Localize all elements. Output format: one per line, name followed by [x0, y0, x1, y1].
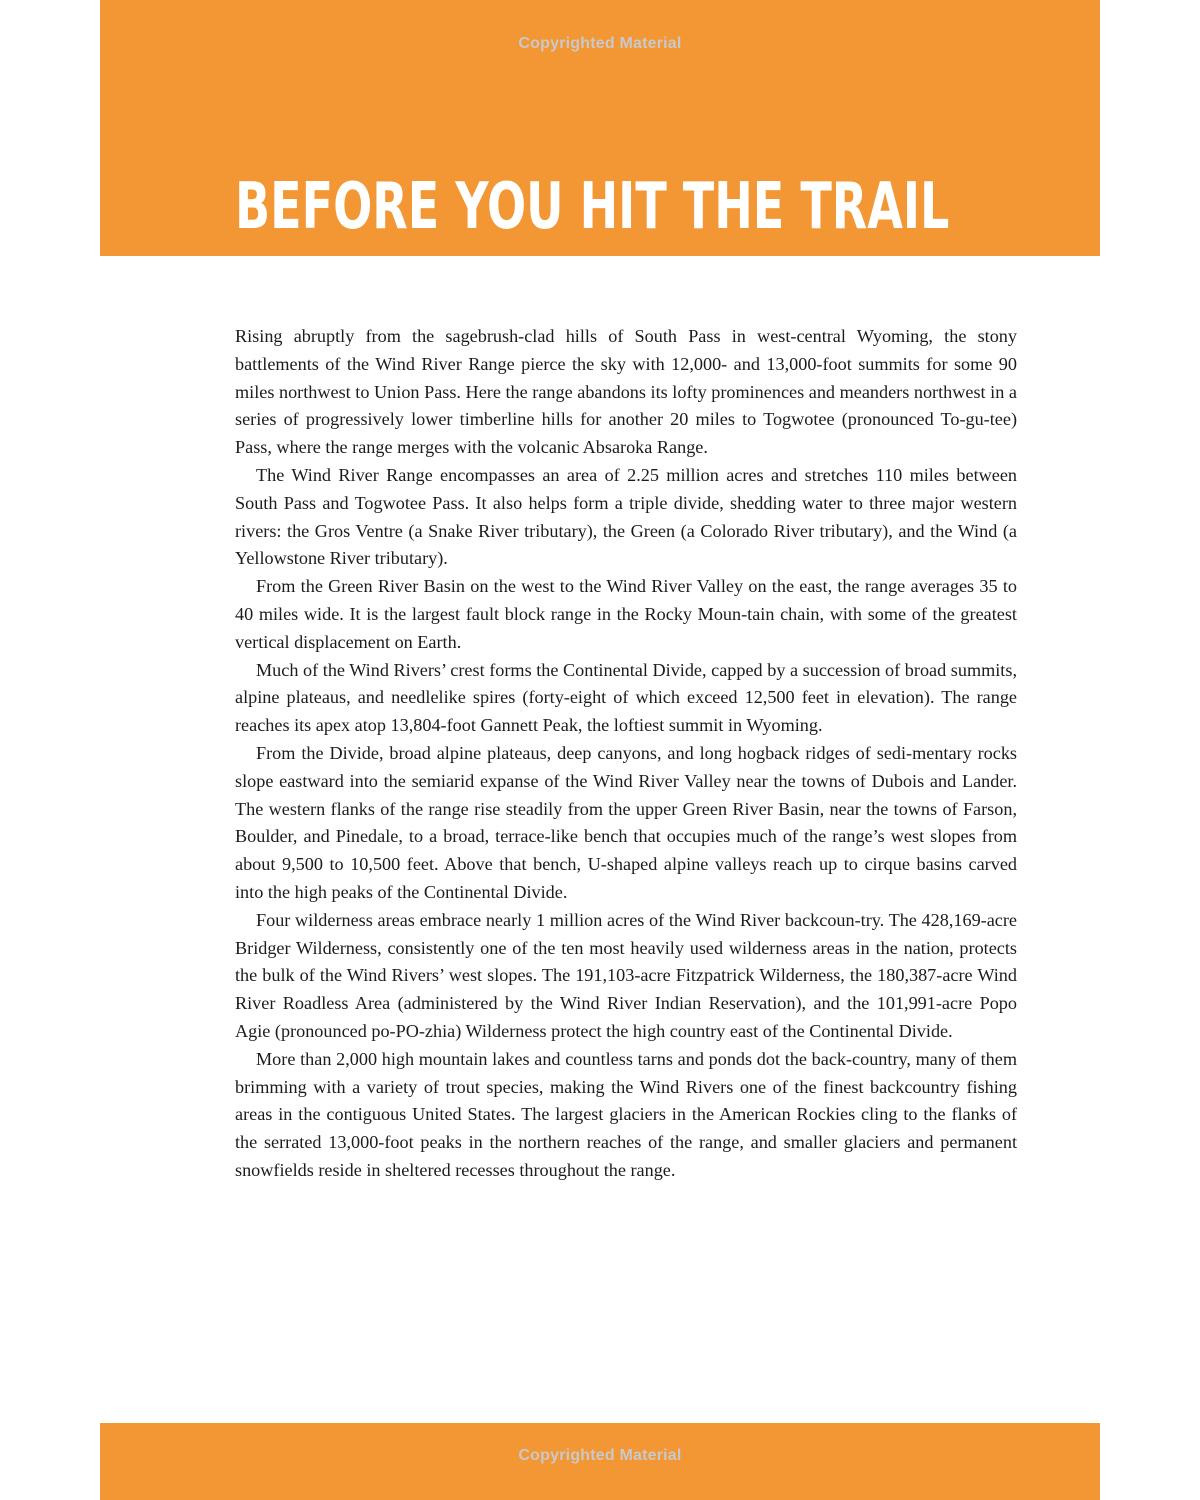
copyright-watermark-top: Copyrighted Material [518, 35, 682, 52]
chapter-body [235, 323, 1017, 1185]
chapter-header-band [100, 0, 1100, 256]
paragraph-6: Four wilderness areas embrace nearly 1 million acres of the Wind River backcoun-try. The 428,169-acre Bridger Wilderness, consistently one of the ten most heavily used wilderness areas in the nation, protects the bulk of the Wind Rivers’ west slopes. The 191,103-acre Fitzpatrick Wilderness, the 180,387-acre Wind River Roadless Area (administered by the Wind River Indian Reservation), and the 101,991-acre Popo Agie (pronounced po-PO-zhia) Wilderness protect the high country east of the Continental Divide. [235, 909, 1017, 1041]
paragraph-5: From the Divide, broad alpine plateaus, deep canyons, and long hogback ridges of sedi-mentary rocks slope eastward into the semiarid expanse of the Wind River Valley near the towns of Dubois and Lander. The western flanks of the range rise steadily from the upper Green River Basin, near the towns of Farson, Boulder, and Pinedale, to a broad, terrace-like bench that occupies much of the range’s west slopes from about 9,500 to 10,500 feet. Above that bench, U-shaped alpine valleys reach up to cirque basins carved into the high peaks of the Continental Divide. [235, 742, 1017, 902]
paragraph-7: More than 2,000 high mountain lakes and countless tarns and ponds dot the back-country, many of them brimming with a variety of trout species, making the Wind Rivers one of the finest backcountry fishing areas in the contiguous United States. The largest glaciers in the American Rockies cling to the flanks of the serrated 13,000-foot peaks in the northern reaches of the range, and smaller glaciers and permanent snowfields reside in sheltered recesses throughout the range. [235, 1048, 1017, 1180]
footer-band [100, 1423, 1100, 1500]
paragraph-3: From the Green River Basin on the west to the Wind River Valley on the east, the range averages 35 to 40 miles wide. It is the largest fault block range in the Rocky Moun-tain chain, with some of the greatest vertical displacement on Earth. [235, 576, 1017, 652]
book-page [100, 0, 1100, 1500]
paragraph-2: The Wind River Range encompasses an area of 2.25 million acres and stretches 110 miles between South Pass and Togwotee Pass. It also helps form a triple divide, shedding water to three major western rivers: the Gros Ventre (a Snake River tributary), the Green (a Colorado River tributary), and the Wind (a Yellowstone River tributary). [235, 464, 1017, 569]
paragraph-4: Much of the Wind Rivers’ crest forms the Continental Divide, capped by a succession of broad summits, alpine plateaus, and needlelike spires (forty-eight of which exceed 12,500 feet in elevation). The range reaches its apex atop 13,804-foot Gannett Peak, the loftiest summit in Wyoming. [235, 659, 1017, 736]
chapter-title: BEFORE YOU HIT THE TRAIL [235, 170, 950, 244]
paragraph-1: Rising abruptly from the sagebrush-clad hills of South Pass in west-central Wyoming, the stony battlements of the Wind River Range pierce the sky with 12,000- and 13,000-foot summits for some 90 miles northwest to Union Pass. Here the range abandons its lofty prominences and meanders northwest in a series of progressively lower timberline hills for another 20 miles to Togwotee (pronounced To-gu-tee) Pass, where the range merges with the volcanic Absaroka Range. [235, 326, 1017, 458]
copyright-watermark-bottom: Copyrighted Material [518, 1447, 682, 1464]
